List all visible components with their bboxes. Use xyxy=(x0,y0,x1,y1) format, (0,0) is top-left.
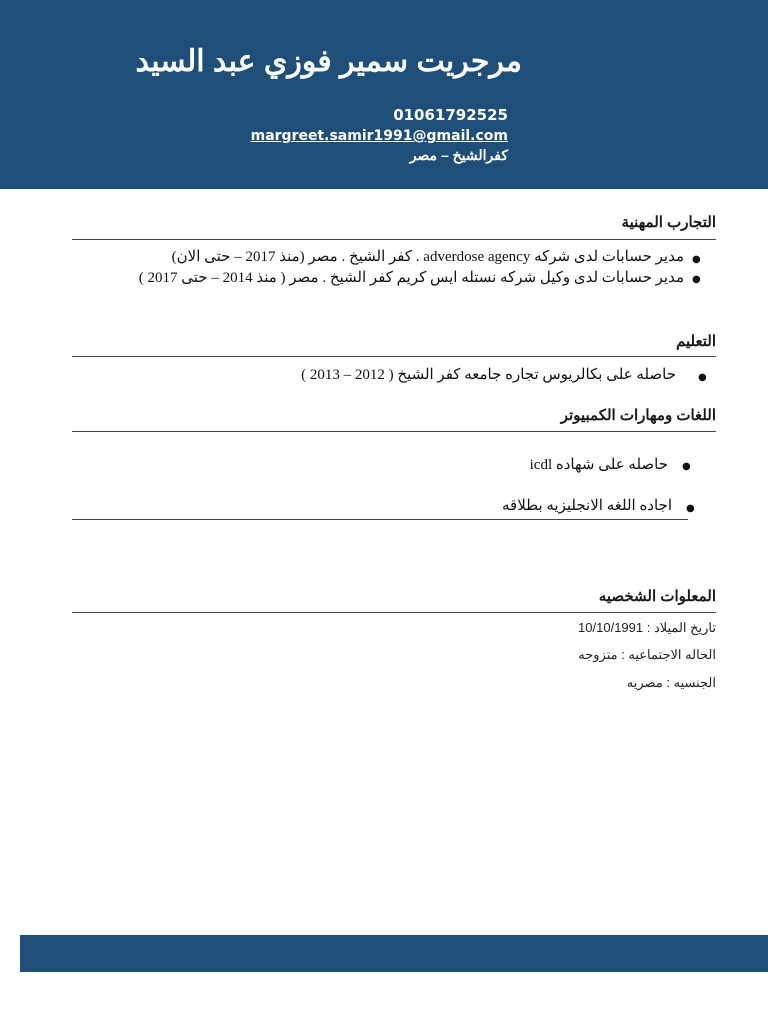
bullet-icon: ● xyxy=(682,461,691,472)
skills-divider xyxy=(72,431,716,432)
phone-number: 01061792525 xyxy=(393,106,508,124)
bullet-icon: ● xyxy=(692,254,701,265)
skills-bottom-divider xyxy=(72,519,688,520)
bullet-icon: ● xyxy=(698,372,707,383)
skills-item: اجاده اللغه الانجليزيه بطلاقه xyxy=(502,498,672,514)
candidate-name: مرجريت سمير فوزي عبد السيد xyxy=(135,45,522,78)
marital-status: الحاله الاجتماعيه : متزوجه xyxy=(578,647,716,662)
experience-item: مدير حسابات لدى وكيل شركه نستله ايس كريم كفر الشيخ . مصر ( منذ 2014 – حتى 2017 ) xyxy=(138,270,684,286)
experience-heading: التجارب المهنية xyxy=(621,214,716,231)
bullet-icon: ● xyxy=(692,274,701,285)
personal-heading: المعلوات الشخصيه xyxy=(598,588,716,605)
skills-heading: اللغات ومهارات الكمبيوتر xyxy=(560,407,716,424)
location-text: كفرالشيخ – مصر xyxy=(409,147,508,163)
email-link[interactable]: margreet.samir1991@gmail.com xyxy=(250,128,508,144)
footer-bar xyxy=(20,935,768,972)
experience-item: مدير حسابات لدى شركه adverdose agency . كفر الشيخ . مصر (منذ 2017 – حتى الان) xyxy=(171,249,684,265)
nationality: الجنسيه : مصريه xyxy=(626,675,716,690)
education-divider xyxy=(72,356,716,357)
experience-divider xyxy=(72,239,716,240)
education-heading: التعليم xyxy=(676,333,716,350)
education-item: حاصله على بكالريوس تجاره جامعه كفر الشيخ ( 2012 – 2013 ) xyxy=(301,367,676,383)
bullet-icon: ● xyxy=(686,503,695,514)
birth-date: تاريخ الميلاد : 10/10/1991 xyxy=(578,620,716,635)
skills-item: حاصله على شهاده icdl xyxy=(529,457,668,473)
header-banner xyxy=(0,0,768,189)
personal-divider xyxy=(72,612,716,613)
